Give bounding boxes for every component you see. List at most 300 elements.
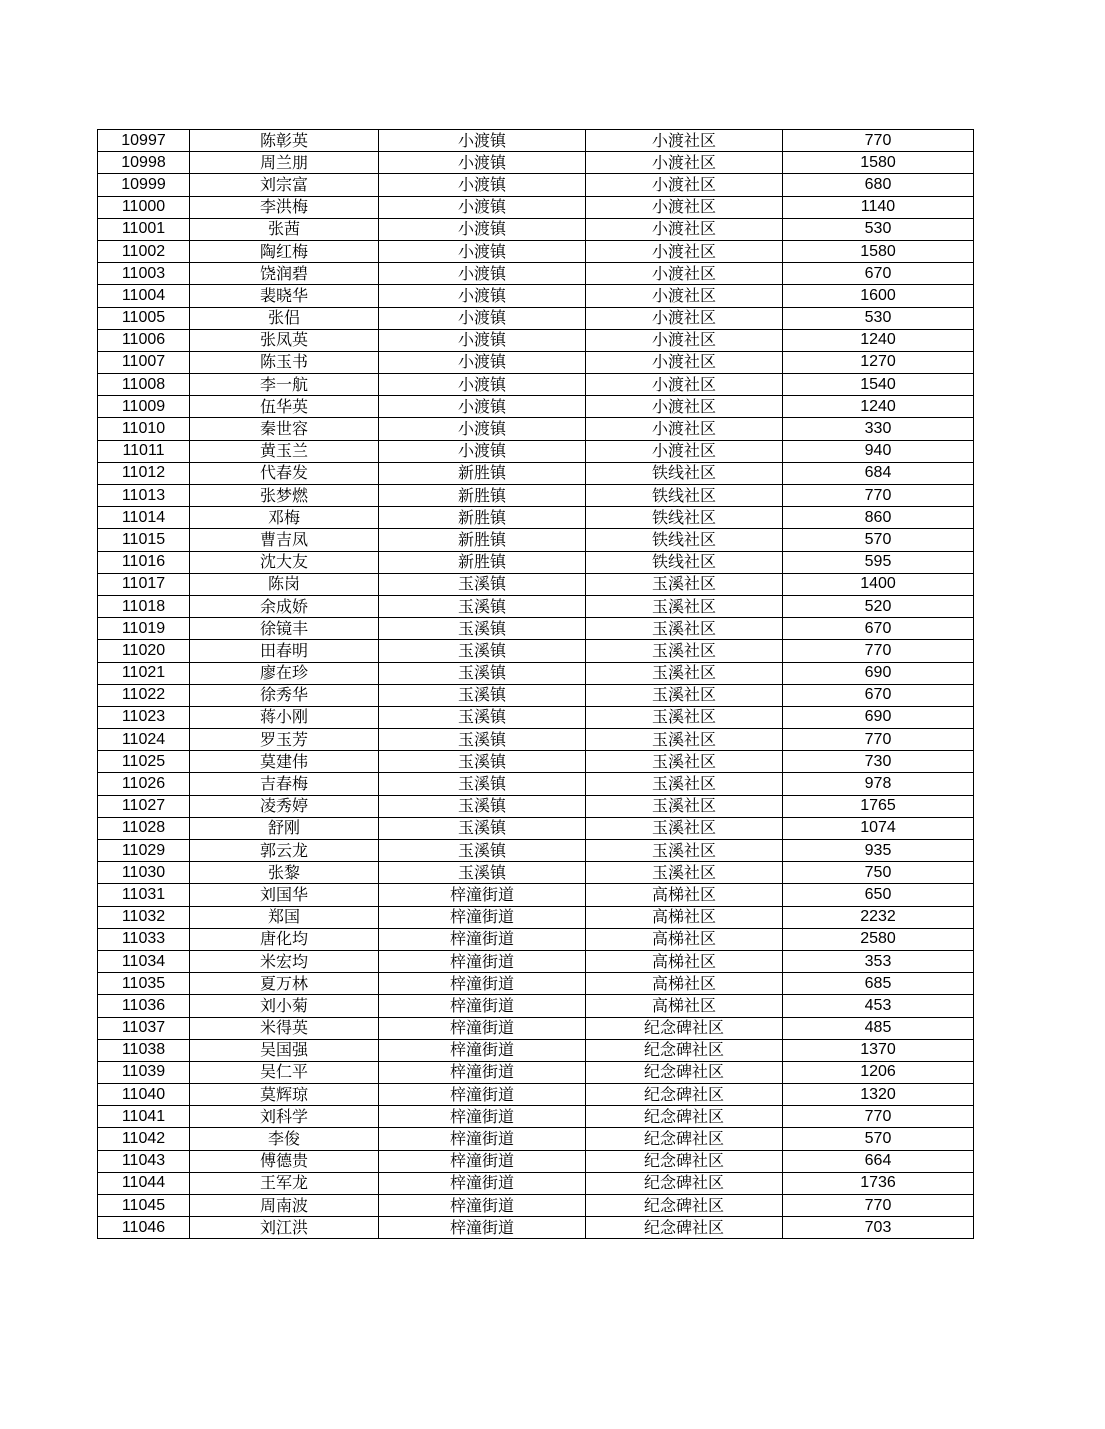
cell-community: 小渡社区	[586, 218, 783, 240]
cell-community: 玉溪社区	[586, 840, 783, 862]
cell-town: 梓潼街道	[379, 950, 586, 972]
table-row	[98, 152, 974, 174]
cell-community: 高梯社区	[586, 928, 783, 950]
cell-town: 小渡镇	[379, 263, 586, 285]
cell-name: 秦世容	[190, 418, 379, 440]
cell-id: 11012	[98, 462, 190, 484]
cell-id: 11039	[98, 1061, 190, 1083]
cell-name: 伍华英	[190, 396, 379, 418]
cell-amount: 1074	[783, 817, 974, 839]
cell-community: 纪念碑社区	[586, 1017, 783, 1039]
cell-community: 高梯社区	[586, 906, 783, 928]
cell-id: 11031	[98, 884, 190, 906]
table-row	[98, 662, 974, 684]
cell-community: 纪念碑社区	[586, 1172, 783, 1194]
cell-town: 小渡镇	[379, 307, 586, 329]
table-row	[98, 1017, 974, 1039]
cell-town: 玉溪镇	[379, 795, 586, 817]
cell-amount: 1540	[783, 374, 974, 396]
cell-id: 11009	[98, 396, 190, 418]
cell-amount: 685	[783, 973, 974, 995]
cell-community: 纪念碑社区	[586, 1195, 783, 1217]
cell-name: 米宏均	[190, 950, 379, 972]
table-row	[98, 817, 974, 839]
cell-community: 玉溪社区	[586, 751, 783, 773]
cell-id: 11037	[98, 1017, 190, 1039]
cell-amount: 1400	[783, 573, 974, 595]
table-row	[98, 440, 974, 462]
cell-community: 玉溪社区	[586, 817, 783, 839]
table-row	[98, 1084, 974, 1106]
cell-amount: 1580	[783, 240, 974, 262]
cell-name: 周兰朋	[190, 152, 379, 174]
cell-town: 梓潼街道	[379, 1195, 586, 1217]
cell-id: 11041	[98, 1106, 190, 1128]
cell-community: 玉溪社区	[586, 573, 783, 595]
cell-name: 李洪梅	[190, 196, 379, 218]
cell-community: 小渡社区	[586, 196, 783, 218]
table-row	[98, 329, 974, 351]
cell-amount: 978	[783, 773, 974, 795]
cell-id: 11014	[98, 507, 190, 529]
cell-id: 11002	[98, 240, 190, 262]
table-row	[98, 1039, 974, 1061]
cell-amount: 570	[783, 1128, 974, 1150]
cell-community: 纪念碑社区	[586, 1128, 783, 1150]
cell-town: 梓潼街道	[379, 1106, 586, 1128]
cell-id: 11035	[98, 973, 190, 995]
cell-amount: 770	[783, 1106, 974, 1128]
cell-community: 玉溪社区	[586, 706, 783, 728]
cell-town: 小渡镇	[379, 130, 586, 152]
table-row	[98, 374, 974, 396]
cell-town: 小渡镇	[379, 285, 586, 307]
cell-id: 11019	[98, 618, 190, 640]
table-row	[98, 973, 974, 995]
cell-id: 11028	[98, 817, 190, 839]
cell-name: 舒刚	[190, 817, 379, 839]
cell-id: 11008	[98, 374, 190, 396]
cell-amount: 670	[783, 618, 974, 640]
cell-amount: 1270	[783, 351, 974, 373]
cell-id: 11017	[98, 573, 190, 595]
cell-amount: 530	[783, 307, 974, 329]
cell-amount: 485	[783, 1017, 974, 1039]
cell-amount: 1580	[783, 152, 974, 174]
cell-amount: 1736	[783, 1172, 974, 1194]
cell-community: 玉溪社区	[586, 795, 783, 817]
cell-amount: 1320	[783, 1084, 974, 1106]
cell-town: 玉溪镇	[379, 662, 586, 684]
cell-community: 小渡社区	[586, 174, 783, 196]
cell-town: 梓潼街道	[379, 995, 586, 1017]
cell-id: 11020	[98, 640, 190, 662]
cell-town: 小渡镇	[379, 196, 586, 218]
cell-town: 新胜镇	[379, 507, 586, 529]
cell-name: 吉春梅	[190, 773, 379, 795]
cell-name: 吴国强	[190, 1039, 379, 1061]
cell-id: 11006	[98, 329, 190, 351]
cell-town: 玉溪镇	[379, 706, 586, 728]
cell-town: 梓潼街道	[379, 1084, 586, 1106]
cell-town: 玉溪镇	[379, 773, 586, 795]
cell-town: 小渡镇	[379, 218, 586, 240]
cell-amount: 664	[783, 1150, 974, 1172]
cell-community: 纪念碑社区	[586, 1106, 783, 1128]
cell-amount: 690	[783, 662, 974, 684]
cell-id: 11015	[98, 529, 190, 551]
cell-name: 沈大友	[190, 551, 379, 573]
cell-town: 梓潼街道	[379, 1172, 586, 1194]
table-row	[98, 196, 974, 218]
cell-id: 11004	[98, 285, 190, 307]
cell-town: 玉溪镇	[379, 840, 586, 862]
cell-community: 高梯社区	[586, 884, 783, 906]
table-row	[98, 595, 974, 617]
cell-community: 小渡社区	[586, 440, 783, 462]
cell-community: 铁线社区	[586, 551, 783, 573]
cell-id: 11036	[98, 995, 190, 1017]
cell-town: 小渡镇	[379, 329, 586, 351]
cell-town: 梓潼街道	[379, 1017, 586, 1039]
table-row	[98, 1061, 974, 1083]
cell-id: 11007	[98, 351, 190, 373]
cell-id: 10998	[98, 152, 190, 174]
cell-town: 玉溪镇	[379, 684, 586, 706]
cell-name: 刘宗富	[190, 174, 379, 196]
table-body	[98, 130, 974, 1239]
cell-id: 11022	[98, 684, 190, 706]
cell-amount: 860	[783, 507, 974, 529]
cell-town: 新胜镇	[379, 551, 586, 573]
cell-amount: 935	[783, 840, 974, 862]
cell-amount: 570	[783, 529, 974, 551]
cell-community: 玉溪社区	[586, 684, 783, 706]
cell-amount: 1765	[783, 795, 974, 817]
cell-name: 刘科学	[190, 1106, 379, 1128]
cell-name: 廖在珍	[190, 662, 379, 684]
cell-town: 梓潼街道	[379, 906, 586, 928]
cell-id: 11023	[98, 706, 190, 728]
cell-town: 梓潼街道	[379, 1039, 586, 1061]
table-row	[98, 1128, 974, 1150]
data-table	[97, 129, 974, 1239]
cell-community: 小渡社区	[586, 418, 783, 440]
cell-amount: 1600	[783, 285, 974, 307]
cell-id: 11001	[98, 218, 190, 240]
cell-name: 曹吉凤	[190, 529, 379, 551]
table-row	[98, 906, 974, 928]
cell-name: 罗玉芳	[190, 729, 379, 751]
cell-amount: 770	[783, 640, 974, 662]
cell-community: 玉溪社区	[586, 640, 783, 662]
cell-id: 11046	[98, 1217, 190, 1239]
cell-amount: 670	[783, 684, 974, 706]
cell-name: 傅德贵	[190, 1150, 379, 1172]
cell-name: 米得英	[190, 1017, 379, 1039]
cell-id: 11021	[98, 662, 190, 684]
cell-town: 小渡镇	[379, 418, 586, 440]
table-row	[98, 1106, 974, 1128]
cell-community: 小渡社区	[586, 152, 783, 174]
cell-town: 梓潼街道	[379, 884, 586, 906]
cell-amount: 680	[783, 174, 974, 196]
cell-community: 玉溪社区	[586, 862, 783, 884]
cell-community: 纪念碑社区	[586, 1061, 783, 1083]
cell-amount: 670	[783, 263, 974, 285]
table-row	[98, 884, 974, 906]
cell-town: 小渡镇	[379, 351, 586, 373]
cell-amount: 2232	[783, 906, 974, 928]
cell-town: 梓潼街道	[379, 928, 586, 950]
cell-id: 11042	[98, 1128, 190, 1150]
cell-town: 梓潼街道	[379, 1061, 586, 1083]
cell-id: 11034	[98, 950, 190, 972]
cell-name: 刘国华	[190, 884, 379, 906]
cell-amount: 684	[783, 462, 974, 484]
cell-amount: 1240	[783, 329, 974, 351]
cell-community: 纪念碑社区	[586, 1039, 783, 1061]
cell-community: 小渡社区	[586, 374, 783, 396]
cell-id: 11030	[98, 862, 190, 884]
cell-town: 新胜镇	[379, 485, 586, 507]
cell-amount: 750	[783, 862, 974, 884]
table-row	[98, 573, 974, 595]
cell-name: 李俊	[190, 1128, 379, 1150]
cell-name: 刘小菊	[190, 995, 379, 1017]
cell-town: 玉溪镇	[379, 573, 586, 595]
cell-town: 玉溪镇	[379, 862, 586, 884]
cell-id: 11027	[98, 795, 190, 817]
cell-name: 张凤英	[190, 329, 379, 351]
cell-community: 玉溪社区	[586, 729, 783, 751]
cell-community: 小渡社区	[586, 351, 783, 373]
table-row	[98, 507, 974, 529]
cell-community: 小渡社区	[586, 396, 783, 418]
cell-town: 小渡镇	[379, 396, 586, 418]
table-row	[98, 174, 974, 196]
cell-amount: 1140	[783, 196, 974, 218]
cell-community: 小渡社区	[586, 329, 783, 351]
table-row	[98, 840, 974, 862]
cell-amount: 595	[783, 551, 974, 573]
cell-name: 饶润碧	[190, 263, 379, 285]
cell-town: 小渡镇	[379, 374, 586, 396]
cell-amount: 690	[783, 706, 974, 728]
cell-name: 黄玉兰	[190, 440, 379, 462]
cell-id: 11013	[98, 485, 190, 507]
cell-id: 11043	[98, 1150, 190, 1172]
cell-id: 11026	[98, 773, 190, 795]
cell-id: 11018	[98, 595, 190, 617]
cell-amount: 770	[783, 729, 974, 751]
cell-town: 玉溪镇	[379, 640, 586, 662]
table-row	[98, 995, 974, 1017]
cell-amount: 1206	[783, 1061, 974, 1083]
cell-id: 11010	[98, 418, 190, 440]
table-row	[98, 729, 974, 751]
table-row	[98, 351, 974, 373]
cell-town: 梓潼街道	[379, 1150, 586, 1172]
cell-community: 纪念碑社区	[586, 1084, 783, 1106]
cell-amount: 650	[783, 884, 974, 906]
cell-id: 11032	[98, 906, 190, 928]
cell-town: 新胜镇	[379, 529, 586, 551]
cell-name: 王军龙	[190, 1172, 379, 1194]
cell-amount: 520	[783, 595, 974, 617]
cell-town: 玉溪镇	[379, 817, 586, 839]
cell-community: 小渡社区	[586, 240, 783, 262]
cell-name: 陈岗	[190, 573, 379, 595]
cell-community: 玉溪社区	[586, 595, 783, 617]
cell-id: 11044	[98, 1172, 190, 1194]
table-row	[98, 462, 974, 484]
cell-name: 余成娇	[190, 595, 379, 617]
cell-community: 小渡社区	[586, 263, 783, 285]
cell-amount: 453	[783, 995, 974, 1017]
cell-community: 铁线社区	[586, 507, 783, 529]
table-row	[98, 485, 974, 507]
cell-id: 11011	[98, 440, 190, 462]
cell-town: 小渡镇	[379, 240, 586, 262]
cell-community: 高梯社区	[586, 995, 783, 1017]
cell-name: 凌秀婷	[190, 795, 379, 817]
cell-name: 张梦燃	[190, 485, 379, 507]
cell-amount: 940	[783, 440, 974, 462]
cell-id: 11029	[98, 840, 190, 862]
cell-name: 刘江洪	[190, 1217, 379, 1239]
cell-amount: 770	[783, 1195, 974, 1217]
cell-id: 11024	[98, 729, 190, 751]
cell-town: 玉溪镇	[379, 595, 586, 617]
cell-id: 11016	[98, 551, 190, 573]
cell-name: 徐秀华	[190, 684, 379, 706]
cell-name: 张黎	[190, 862, 379, 884]
table-row	[98, 950, 974, 972]
cell-community: 小渡社区	[586, 130, 783, 152]
table-row	[98, 130, 974, 152]
cell-amount: 1240	[783, 396, 974, 418]
cell-community: 高梯社区	[586, 973, 783, 995]
cell-community: 高梯社区	[586, 950, 783, 972]
cell-amount: 530	[783, 218, 974, 240]
table-row	[98, 529, 974, 551]
table-row	[98, 307, 974, 329]
cell-name: 代春发	[190, 462, 379, 484]
table-row	[98, 1150, 974, 1172]
cell-name: 张侣	[190, 307, 379, 329]
cell-name: 陈玉书	[190, 351, 379, 373]
table-row	[98, 795, 974, 817]
cell-name: 徐镜丰	[190, 618, 379, 640]
table-row	[98, 928, 974, 950]
cell-community: 玉溪社区	[586, 618, 783, 640]
cell-community: 纪念碑社区	[586, 1150, 783, 1172]
cell-amount: 353	[783, 950, 974, 972]
table-row	[98, 618, 974, 640]
cell-name: 郑国	[190, 906, 379, 928]
table-row	[98, 1217, 974, 1239]
cell-name: 陈彰英	[190, 130, 379, 152]
cell-name: 夏万林	[190, 973, 379, 995]
table-row	[98, 640, 974, 662]
cell-name: 裴晓华	[190, 285, 379, 307]
cell-name: 田春明	[190, 640, 379, 662]
cell-id: 11005	[98, 307, 190, 329]
cell-amount: 2580	[783, 928, 974, 950]
cell-name: 唐化均	[190, 928, 379, 950]
cell-id: 10999	[98, 174, 190, 196]
table-row	[98, 751, 974, 773]
table-row	[98, 684, 974, 706]
cell-community: 玉溪社区	[586, 773, 783, 795]
cell-community: 铁线社区	[586, 462, 783, 484]
cell-name: 莫建伟	[190, 751, 379, 773]
cell-town: 玉溪镇	[379, 729, 586, 751]
cell-amount: 730	[783, 751, 974, 773]
table-row	[98, 706, 974, 728]
table-row	[98, 263, 974, 285]
cell-name: 莫辉琼	[190, 1084, 379, 1106]
cell-name: 陶红梅	[190, 240, 379, 262]
cell-amount: 770	[783, 130, 974, 152]
cell-community: 铁线社区	[586, 485, 783, 507]
cell-amount: 1370	[783, 1039, 974, 1061]
cell-name: 周南波	[190, 1195, 379, 1217]
table-row	[98, 418, 974, 440]
cell-community: 铁线社区	[586, 529, 783, 551]
cell-id: 11038	[98, 1039, 190, 1061]
cell-community: 小渡社区	[586, 285, 783, 307]
cell-id: 11045	[98, 1195, 190, 1217]
cell-town: 玉溪镇	[379, 618, 586, 640]
table-row	[98, 551, 974, 573]
cell-name: 李一航	[190, 374, 379, 396]
cell-name: 吴仁平	[190, 1061, 379, 1083]
cell-town: 小渡镇	[379, 152, 586, 174]
cell-name: 蒋小刚	[190, 706, 379, 728]
table-row	[98, 1195, 974, 1217]
table-row	[98, 773, 974, 795]
cell-name: 张茜	[190, 218, 379, 240]
cell-town: 玉溪镇	[379, 751, 586, 773]
table-row	[98, 218, 974, 240]
cell-amount: 330	[783, 418, 974, 440]
table-row	[98, 285, 974, 307]
cell-name: 邓梅	[190, 507, 379, 529]
cell-amount: 703	[783, 1217, 974, 1239]
cell-id: 11003	[98, 263, 190, 285]
table-row	[98, 240, 974, 262]
cell-community: 小渡社区	[586, 307, 783, 329]
cell-id: 11040	[98, 1084, 190, 1106]
cell-name: 郭云龙	[190, 840, 379, 862]
table-row	[98, 1172, 974, 1194]
table-row	[98, 396, 974, 418]
cell-town: 梓潼街道	[379, 973, 586, 995]
cell-community: 纪念碑社区	[586, 1217, 783, 1239]
cell-community: 玉溪社区	[586, 662, 783, 684]
cell-town: 新胜镇	[379, 462, 586, 484]
cell-id: 11000	[98, 196, 190, 218]
table-row	[98, 862, 974, 884]
cell-id: 10997	[98, 130, 190, 152]
cell-town: 梓潼街道	[379, 1128, 586, 1150]
cell-id: 11025	[98, 751, 190, 773]
cell-id: 11033	[98, 928, 190, 950]
cell-town: 小渡镇	[379, 174, 586, 196]
cell-town: 小渡镇	[379, 440, 586, 462]
